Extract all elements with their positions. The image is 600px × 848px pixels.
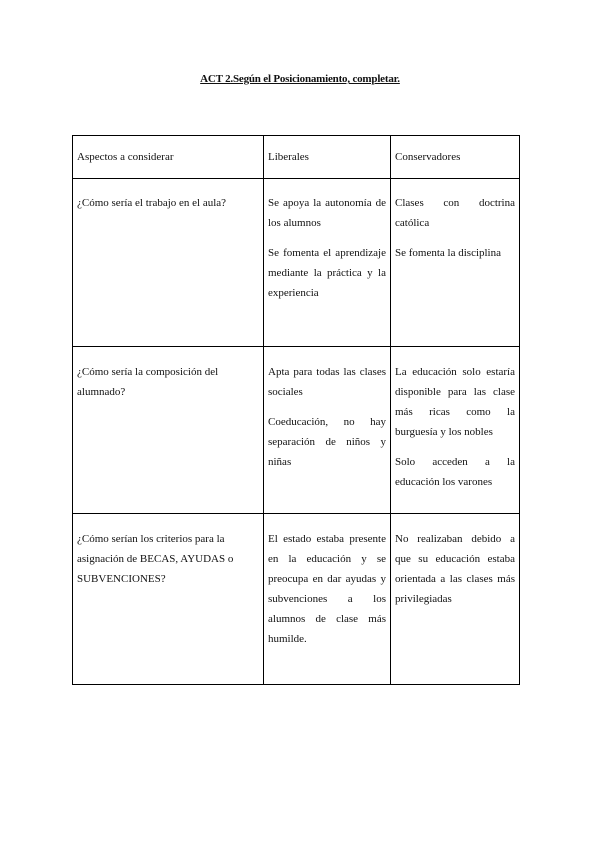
- conservadores-cell: [391, 347, 520, 514]
- header-conservadores: Conservadores: [391, 136, 520, 179]
- conservadores-text: Solo acceden a la educación los varones: [395, 456, 515, 488]
- aspect-text: ¿Cómo sería el trabajo en el aula?: [77, 197, 227, 209]
- aspect-text: ¿Cómo sería la composición del alumnado?: [77, 366, 219, 398]
- conservadores-cell: [391, 179, 520, 347]
- table-row: [73, 179, 520, 347]
- aspect-cell: [73, 514, 264, 685]
- conservadores-text: La educación solo estaría disponible para las clase más ricas como la burguesía y los nobles: [395, 366, 515, 438]
- liberales-cell: [264, 514, 391, 685]
- liberales-text: Se apoya la autonomía de los alumnos: [268, 197, 386, 229]
- table-header-row: [73, 136, 520, 179]
- conservadores-text: No realizaban debido a que su educación estaba orientada a las clases más privilegiadas: [395, 533, 515, 605]
- aspect-text: ¿Cómo serían los criterios para la asignación de BECAS, AYUDAS o SUBVENCIONES?: [77, 533, 234, 585]
- table-row: [73, 514, 520, 685]
- conservadores-cell: [391, 514, 520, 685]
- header-liberales: Liberales: [264, 136, 391, 179]
- aspect-cell: [73, 347, 264, 514]
- comparison-table: [72, 135, 520, 685]
- liberales-text: El estado estaba presente en la educación y se preocupa en dar ayudas y subvenciones a los alumnos de clase más humilde.: [268, 533, 386, 645]
- liberales-text: Se fomenta el aprendizaje mediante la práctica y la experiencia: [268, 247, 386, 299]
- table-row: [73, 347, 520, 514]
- header-aspectos: Aspectos a considerar: [73, 136, 264, 179]
- document-title: ACT 2.Según el Posicionamiento, completar.: [200, 73, 400, 85]
- liberales-cell: [264, 179, 391, 347]
- aspect-cell: [73, 179, 264, 347]
- conservadores-text: Clases con doctrina católica: [395, 197, 515, 229]
- liberales-text: Coeducación, no hay separación de niños y niñas: [268, 416, 386, 468]
- conservadores-text: Se fomenta la disciplina: [395, 247, 501, 259]
- liberales-text: Apta para todas las clases sociales: [268, 366, 386, 398]
- liberales-cell: [264, 347, 391, 514]
